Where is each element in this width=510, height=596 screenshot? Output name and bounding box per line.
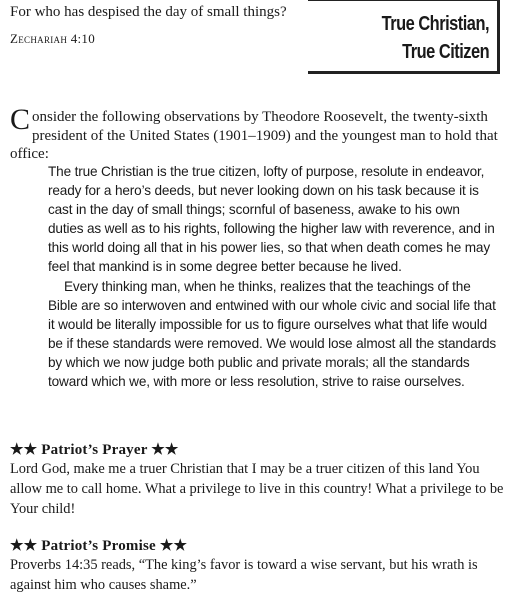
title-line-1: True Christian, (381, 13, 489, 35)
prayer-heading (10, 440, 179, 459)
epigraph (10, 2, 310, 48)
star-icon: ★★ (10, 538, 38, 554)
title-line-2: True Citizen (401, 41, 489, 63)
promise-text: Proverbs 14:35 reads, “The king’s favor is toward a wise servant, but his wrath is against him who causes shame.” (10, 557, 478, 593)
drop-cap: C (10, 103, 31, 136)
star-icon: ★★ (10, 442, 38, 458)
prayer-text: Lord God, make me a truer Christian that I may be a truer citizen of this land You allow me to call home. What a privilege to live in this country! What a privilege to be Your child! (10, 461, 504, 517)
star-icon: ★★ (159, 538, 188, 554)
quote-paragraph-1: The true Christian is the true citizen, lofty of purpose, resolute in endeavor, ready for a hero’s deeds, but never looking down on his task because it is cast in the day of small things; scornful of baseness, awake to his own duties as well as to his rights, following the higher law with reverence, and in this world doing all that in his power lies, so that when death comes he may feel that mankind is in some degree better because he lived. (48, 164, 495, 275)
intro-paragraph (10, 103, 500, 164)
intro-text: onsider the following observations by Theodore Roosevelt, the twenty-sixth president of the United States (1901–1909) and the youngest man to hold that office: (10, 109, 498, 162)
star-icon: ★★ (151, 442, 179, 458)
promise-heading (10, 536, 187, 555)
title-box (308, 0, 500, 74)
roosevelt-quote (48, 162, 498, 391)
epigraph-text: For who has despised the day of small things? (10, 4, 287, 20)
quote-paragraph-2: Every thinking man, when he thinks, realizes that the teachings of the Bible are so interwoven and entwined with our whole civic and social life that it would be literally impossible for us to figure ourselves what that life would be if these standards were removed. We would lose almost all the standards by which we now judge both public and private morals; all the standards toward which we, with more or less resolution, strive to raise ourselves. (48, 278, 497, 390)
promise-heading-text: Patriot’s Promise (41, 538, 156, 554)
prayer-heading-text: Patriot’s Prayer (41, 442, 148, 458)
epigraph-reference: Zechariah 4:10 (10, 31, 96, 46)
